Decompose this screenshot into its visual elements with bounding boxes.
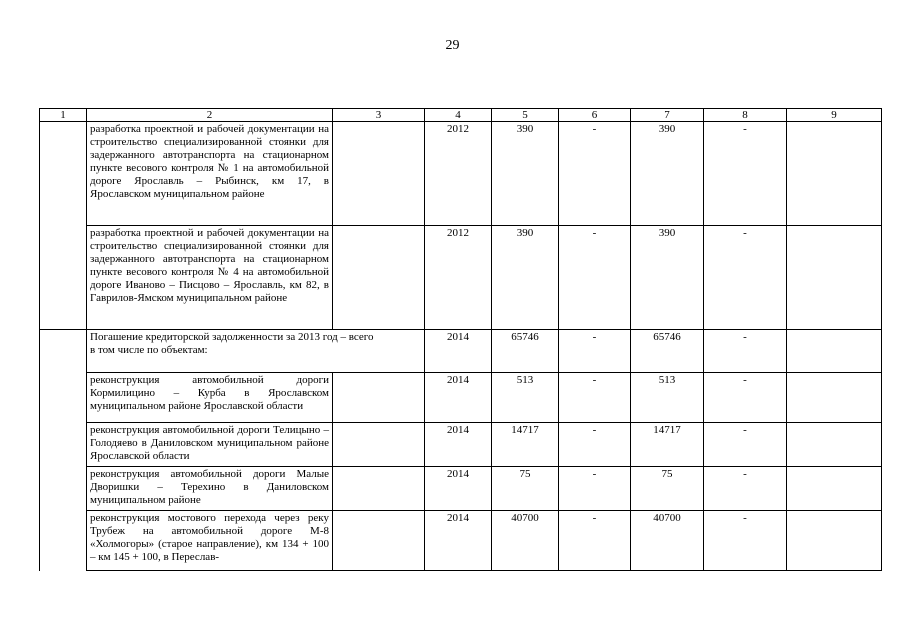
amount-cell: 390 xyxy=(631,122,704,226)
table-row xyxy=(40,122,882,226)
amount-cell: - xyxy=(704,511,787,571)
row-number-cell xyxy=(40,330,87,373)
amount-cell: 75 xyxy=(631,467,704,511)
header-cell: 9 xyxy=(787,109,882,122)
table-header-row xyxy=(40,109,882,122)
header-cell: 6 xyxy=(559,109,631,122)
amount-cell: - xyxy=(559,122,631,226)
amount-cell: 14717 xyxy=(631,423,704,467)
description-cell: разработка проектной и рабочей документации на строительство специализированной стоянки для задержанного автотранспорта на стационарном пункте весового контроля № 4 на автомобильной дороге Иваново – Писцово – Ярославль, км 82, в Гаврилов-Ямском муниципальном районе xyxy=(87,226,333,330)
executor-cell xyxy=(333,511,425,571)
amount-cell: 14717 xyxy=(492,423,559,467)
amount-cell: - xyxy=(704,423,787,467)
year-cell: 2012 xyxy=(425,122,492,226)
budget-table xyxy=(39,108,882,571)
year-cell: 2014 xyxy=(425,423,492,467)
header-cell: 5 xyxy=(492,109,559,122)
amount-cell: 513 xyxy=(631,373,704,423)
result-cell xyxy=(787,122,882,226)
amount-cell: 40700 xyxy=(631,511,704,571)
row-number-cell xyxy=(40,423,87,467)
amount-cell: - xyxy=(559,467,631,511)
row-number-cell xyxy=(40,511,87,571)
description-cell: реконструкция автомобильной дороги Телицыно – Голодяево в Даниловском муниципальном районе Ярославской области xyxy=(87,423,333,467)
header-cell: 8 xyxy=(704,109,787,122)
amount-cell: - xyxy=(704,373,787,423)
amount-cell: 390 xyxy=(631,226,704,330)
result-cell xyxy=(787,423,882,467)
result-cell xyxy=(787,226,882,330)
amount-cell: - xyxy=(559,373,631,423)
amount-cell: - xyxy=(704,330,787,373)
row-number-cell xyxy=(40,373,87,423)
table-row xyxy=(40,330,882,373)
year-cell: 2014 xyxy=(425,330,492,373)
result-cell xyxy=(787,467,882,511)
amount-cell: 40700 xyxy=(492,511,559,571)
amount-cell: - xyxy=(704,467,787,511)
amount-cell: 513 xyxy=(492,373,559,423)
executor-cell xyxy=(333,373,425,423)
total-description-cell: Погашение кредиторской задолженности за 2013 год – всего в том числе по объектам: xyxy=(87,330,425,373)
amount-cell: 390 xyxy=(492,122,559,226)
year-cell: 2014 xyxy=(425,373,492,423)
table-row xyxy=(40,373,882,423)
row-number-cell xyxy=(40,467,87,511)
year-cell: 2014 xyxy=(425,511,492,571)
amount-cell: 75 xyxy=(492,467,559,511)
amount-cell: 390 xyxy=(492,226,559,330)
amount-cell: - xyxy=(559,330,631,373)
amount-cell: 65746 xyxy=(631,330,704,373)
table-row xyxy=(40,423,882,467)
amount-cell: - xyxy=(704,226,787,330)
result-cell xyxy=(787,330,882,373)
amount-cell: 65746 xyxy=(492,330,559,373)
amount-cell: - xyxy=(704,122,787,226)
header-cell: 4 xyxy=(425,109,492,122)
description-cell: разработка проектной и рабочей документации на строительство специализированной стоянки для задержанного автотранспорта на стационарном пункте весового контроля № 1 на автомобильной дороге Ярославль – Рыбинск, км 17, в Ярославском муниципальном районе xyxy=(87,122,333,226)
description-cell: реконструкция автомобильной дороги Кормилицино – Курба в Ярославском муниципальном районе Ярославской области xyxy=(87,373,333,423)
header-cell: 7 xyxy=(631,109,704,122)
header-cell: 2 xyxy=(87,109,333,122)
description-cell: реконструкция автомобильной дороги Малые Дворишки – Терехино в Даниловском муниципальном районе xyxy=(87,467,333,511)
result-cell xyxy=(787,511,882,571)
header-cell: 1 xyxy=(40,109,87,122)
row-number-cell xyxy=(40,226,87,330)
header-cell: 3 xyxy=(333,109,425,122)
table-row xyxy=(40,226,882,330)
executor-cell xyxy=(333,467,425,511)
page-number: 29 xyxy=(445,38,460,53)
amount-cell: - xyxy=(559,226,631,330)
table-row xyxy=(40,467,882,511)
row-number-cell xyxy=(40,122,87,226)
executor-cell xyxy=(333,122,425,226)
table-row xyxy=(40,511,882,571)
amount-cell: - xyxy=(559,423,631,467)
description-cell: реконструкция мостового перехода через реку Трубеж на автомобильной дороге М-8 «Холмогоры» (старое направление), км 134 + 100 – км 145 + 100, в Переслав- xyxy=(87,511,333,571)
result-cell xyxy=(787,373,882,423)
executor-cell xyxy=(333,423,425,467)
year-cell: 2012 xyxy=(425,226,492,330)
executor-cell xyxy=(333,226,425,330)
amount-cell: - xyxy=(559,511,631,571)
year-cell: 2014 xyxy=(425,467,492,511)
